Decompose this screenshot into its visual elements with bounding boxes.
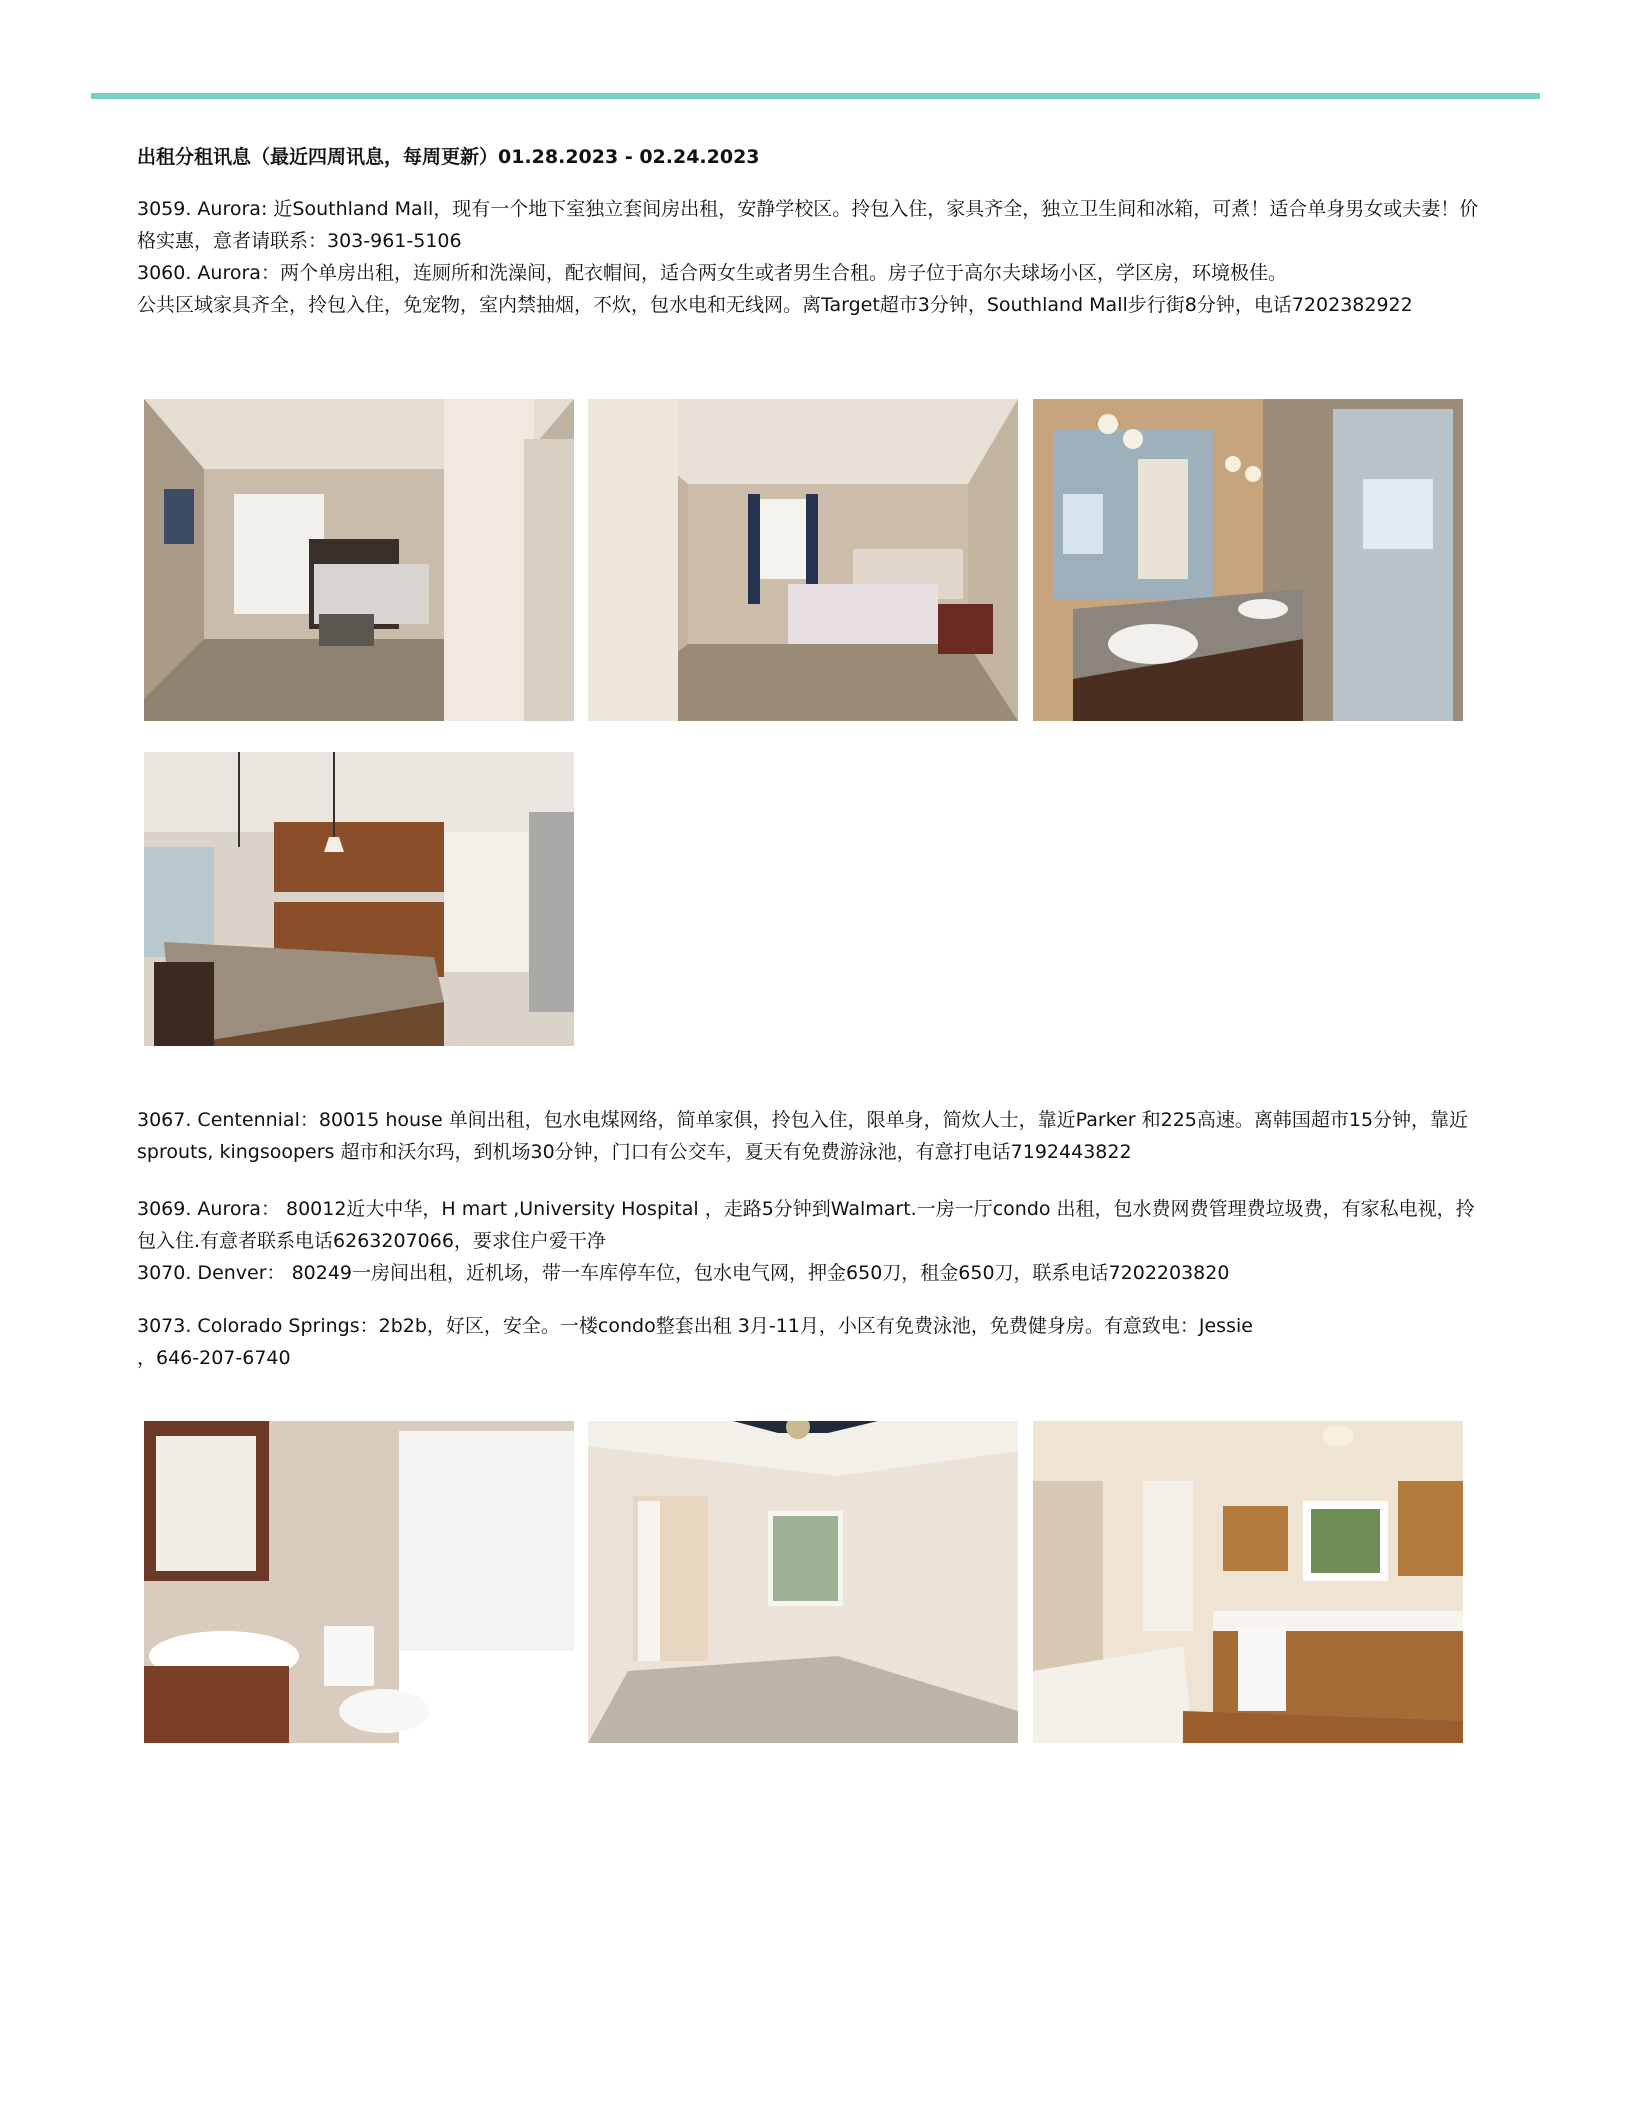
listing-3070-text: 3070. Denver： 80249一房间出租，近机场，带一车库停车位，包水电气网，押金650刀，租金650刀，联系电话7202203820 [137,1262,1230,1284]
listing-3067 [137,1104,1487,1168]
photo-bathroom-tub [144,1421,574,1743]
listing-3073-text-2: ，646-207-6740 [137,1347,291,1369]
listing-3069-text: 3069. Aurora： 80012近大中华，H mart ,University Hospital ，走路5分钟到Walmart.一房一厅condo 出租，包水费网费管理费垃圾费，有家私电视，拎包入住.有意者联系电话6263207066，要求住户爱干净 [137,1198,1475,1252]
header-accent-rule [91,93,1540,99]
listing-3060 [137,257,1487,321]
photo-kitchen-sink [1033,1421,1463,1743]
listing-3067-text: 3067. Centennial：80015 house 单间出租，包水电煤网络，简单家俱，拎包入住，限单身，简炊人士，靠近Parker 和225高速。离韩国超市15分钟，靠近sprouts, kingsoopers 超市和沃尔玛，到机场30分钟，门口有公交车，夏天有免费游泳池，有意打电话7192443822 [137,1109,1469,1163]
listing-3060-text-1: 3060. Aurora：两个单房出租，连厕所和洗澡间，配衣帽间，适合两女生或者男生合租。房子位于高尔夫球场小区，学区房，环境极佳。 [137,262,1287,284]
listing-3073 [137,1310,1487,1374]
page-heading: 出租分租讯息（最近四周讯息，每周更新）01.28.2023 - 02.24.2023 [137,146,760,168]
listing-3069 [137,1193,1487,1257]
listing-3073-text-1: 3073. Colorado Springs：2b2b，好区，安全。一楼condo整套出租 3月-11月，小区有免费泳池，免费健身房。有意致电：Jessie [137,1315,1253,1337]
listing-3059 [137,193,1487,257]
photo-bedroom-1 [144,399,574,721]
photo-kitchen-island [144,752,574,1046]
photo-empty-room [588,1421,1018,1743]
listing-3060-text-2: 公共区域家具齐全，拎包入住，免宠物，室内禁抽烟，不炊，包水电和无线网。离Target超市3分钟，Southland Mall步行街8分钟，电话7202382922 [137,294,1413,316]
photo-bathroom-vanity [1033,399,1463,721]
photo-bedroom-2 [588,399,1018,721]
listing-3059-text: 3059. Aurora: 近Southland Mall，现有一个地下室独立套间房出租，安静学校区。拎包入住，家具齐全，独立卫生间和冰箱，可煮！适合单身男女或夫妻！价格实惠，意者请联系：303-961-5106 [137,198,1479,252]
listing-3070 [137,1257,1487,1289]
